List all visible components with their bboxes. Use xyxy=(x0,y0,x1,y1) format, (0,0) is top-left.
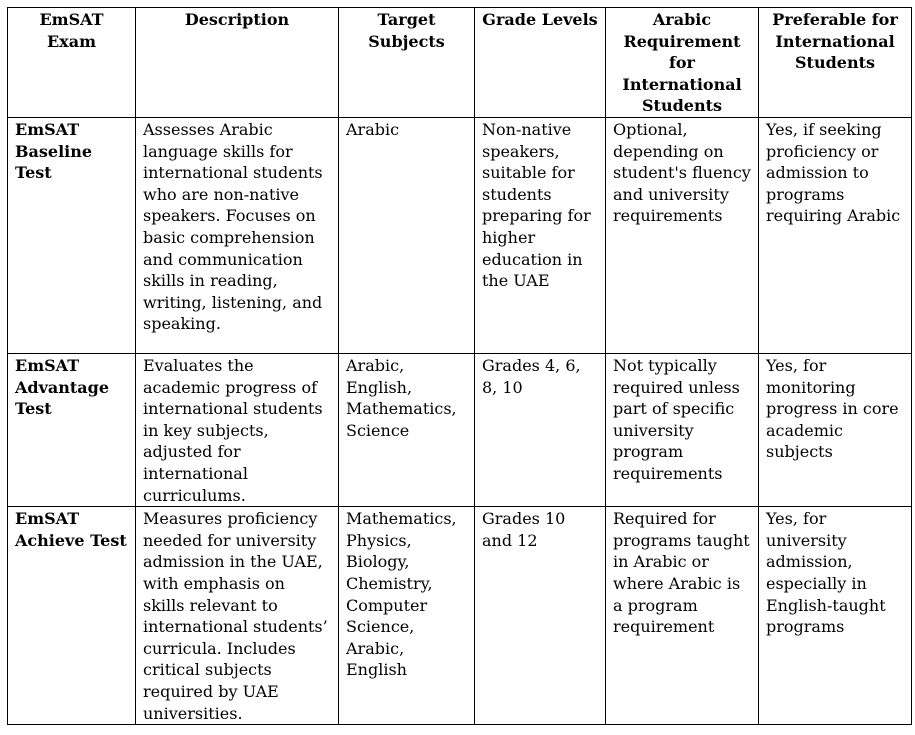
cell-preferable: Yes, for university admission, especially in English-taught programs xyxy=(759,507,912,725)
cell-grades: Non-native speakers, suitable for students preparing for higher education in the UAE xyxy=(475,118,606,354)
table-row xyxy=(8,118,912,354)
cell-description: Evaluates the academic progress of international students in key subjects, adjusted for international curriculums. xyxy=(136,354,339,507)
header-grade-levels: Grade Levels xyxy=(475,8,606,118)
cell-grades: Grades 4, 6, 8, 10 xyxy=(475,354,606,507)
cell-grades: Grades 10 and 12 xyxy=(475,507,606,725)
cell-exam: EmSAT Baseline Test xyxy=(8,118,136,354)
cell-description: Measures proficiency needed for university admission in the UAE, with emphasis on skills relevant to international students’ curricula. Includes critical subjects required by UAE universities. xyxy=(136,507,339,725)
cell-subjects: Arabic xyxy=(339,118,475,354)
cell-exam: EmSAT Advantage Test xyxy=(8,354,136,507)
emsat-comparison-table xyxy=(7,7,912,725)
header-exam: EmSAT Exam xyxy=(8,8,136,118)
cell-exam: EmSAT Achieve Test xyxy=(8,507,136,725)
table-row xyxy=(8,354,912,507)
cell-preferable: Yes, for monitoring progress in core academic subjects xyxy=(759,354,912,507)
header-row xyxy=(8,8,912,118)
cell-arabic-requirement: Required for programs taught in Arabic or where Arabic is a program requirement xyxy=(606,507,759,725)
cell-arabic-requirement: Optional, depending on student's fluency and university requirements xyxy=(606,118,759,354)
cell-arabic-requirement: Not typically required unless part of specific university program requirements xyxy=(606,354,759,507)
header-arabic-requirement: Arabic Requirement for International Students xyxy=(606,8,759,118)
table-row xyxy=(8,507,912,725)
cell-subjects: Arabic, English, Mathematics, Science xyxy=(339,354,475,507)
header-description: Description xyxy=(136,8,339,118)
header-preferable: Preferable for International Students xyxy=(759,8,912,118)
header-target-subjects: Target Subjects xyxy=(339,8,475,118)
cell-description: Assesses Arabic language skills for international students who are non-native speakers. Focuses on basic comprehension and communication skills in reading, writing, listening, and speaking. xyxy=(136,118,339,354)
cell-subjects: Mathematics, Physics, Biology, Chemistry, Computer Science, Arabic, English xyxy=(339,507,475,725)
cell-preferable: Yes, if seeking proficiency or admission to programs requiring Arabic xyxy=(759,118,912,354)
